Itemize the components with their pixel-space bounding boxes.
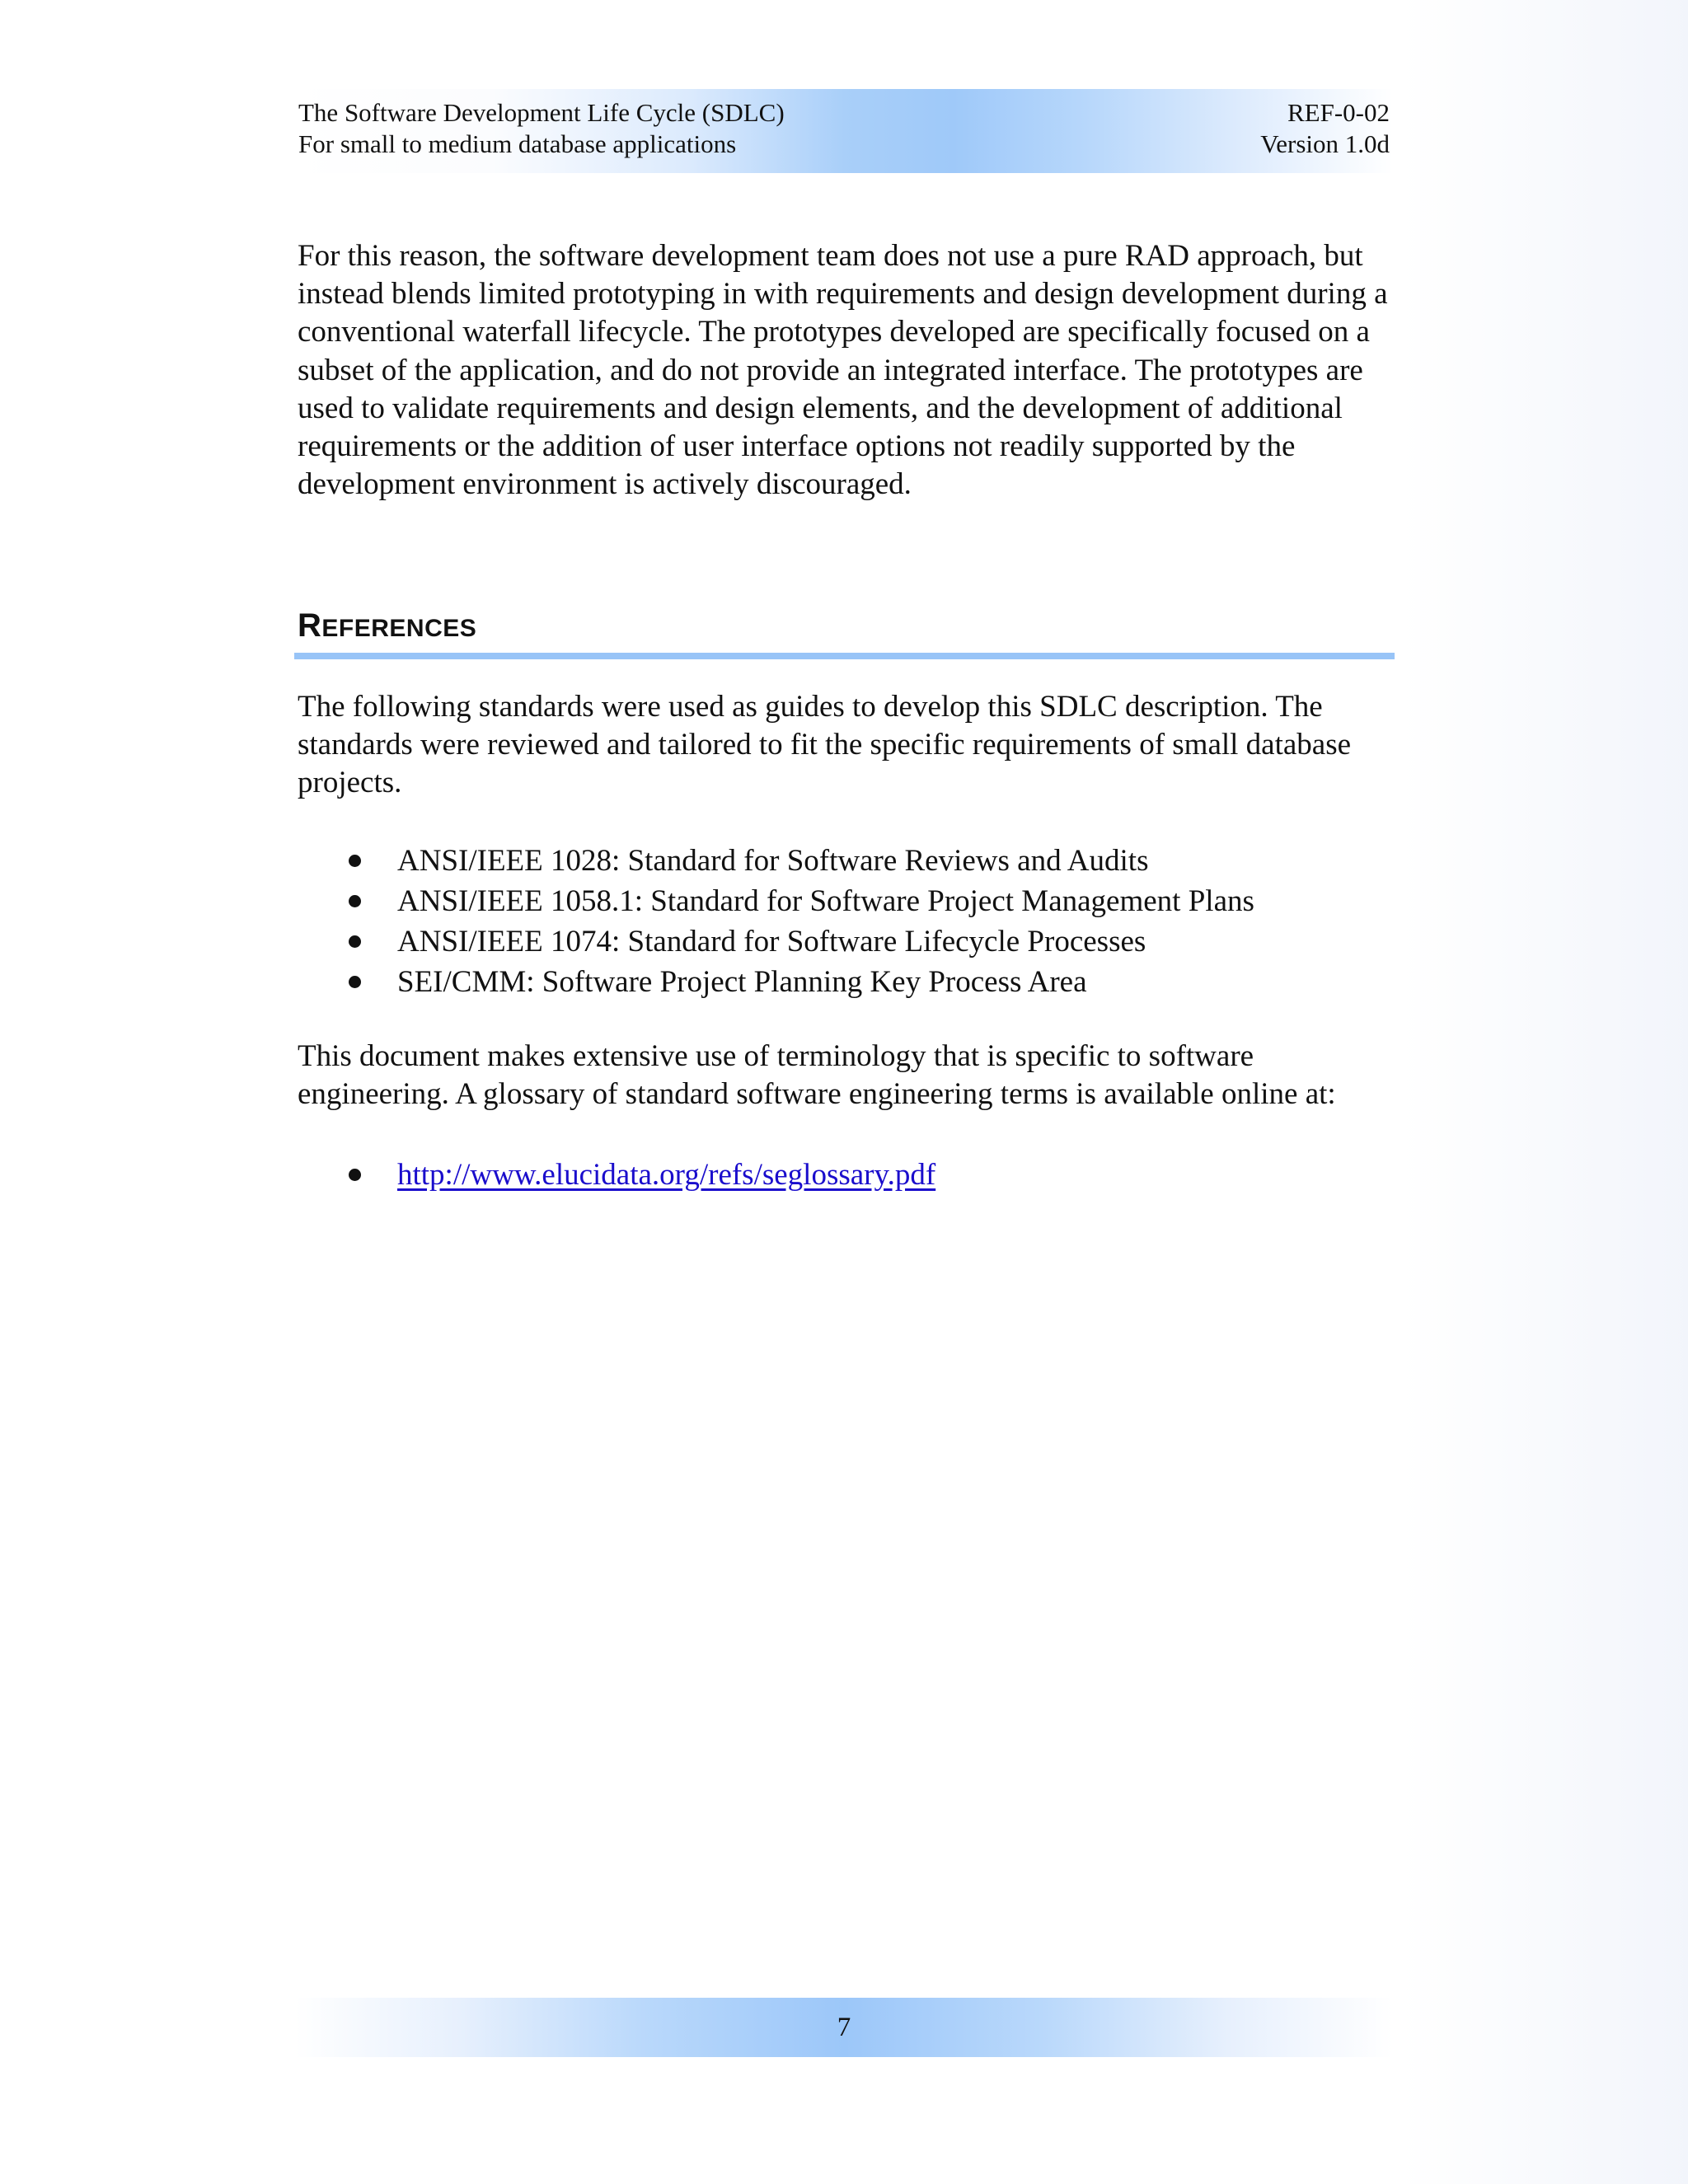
list-item <box>0 921 1688 962</box>
glossary-link[interactable]: http://www.elucidata.org/refs/seglossary.pdf <box>397 1158 936 1192</box>
page-edge-shadow <box>1401 0 1688 2184</box>
standards-intro-paragraph: The following standards were used as guides to develop this SDLC description. The standards were reviewed and tailored to fit the specific requirements of small database projects. <box>298 690 1352 800</box>
standard-item-text: ANSI/IEEE 1028: Standard for Software Reviews and Audits <box>397 844 1149 878</box>
glossary-intro-paragraph: This document makes extensive use of terminology that is specific to software engineering. A glossary of standard software engineering terms is available online at: <box>298 1039 1336 1112</box>
header-version: Version 1.0d <box>1260 129 1390 158</box>
bullet-icon <box>349 935 361 948</box>
page-footer <box>295 1998 1393 2057</box>
bullet-icon <box>349 855 361 867</box>
references-heading-initial: R <box>298 607 322 644</box>
references-heading-rest: EFERENCES <box>321 615 477 642</box>
page-number: 7 <box>837 2013 851 2042</box>
intro-paragraph: For this reason, the software development team does not use a pure RAD approach, but instead blends limited prototyping in with requirements and design development during a conventional waterfall lifecycle. The prototypes developed are specifically focused on a subset of the application, and do not provide an integrated interface. The prototypes are used to validate requirements and design elements, and the development of additional requirements or the addition of user interface options not readily supported by the development environment is actively discouraged. <box>298 239 1388 502</box>
standard-item-text: ANSI/IEEE 1058.1: Standard for Software Project Management Plans <box>397 884 1254 918</box>
heading-underline-rule <box>294 653 1395 659</box>
bullet-icon <box>349 976 361 988</box>
page-header <box>295 89 1393 173</box>
header-reference-code: REF-0-02 <box>1287 98 1390 127</box>
header-document-subtitle: For small to medium database applications <box>298 129 737 158</box>
list-item <box>0 841 1688 881</box>
references-heading <box>298 607 1394 648</box>
standard-item-text: SEI/CMM: Software Project Planning Key Process Area <box>397 965 1087 999</box>
bullet-icon <box>349 895 361 907</box>
list-item <box>0 1155 1688 1195</box>
bullet-icon <box>349 1169 361 1181</box>
list-item <box>0 962 1688 1002</box>
list-item <box>0 881 1688 921</box>
standard-item-text: ANSI/IEEE 1074: Standard for Software Lifecycle Processes <box>397 925 1146 958</box>
header-document-title: The Software Development Life Cycle (SDLC) <box>298 98 785 127</box>
